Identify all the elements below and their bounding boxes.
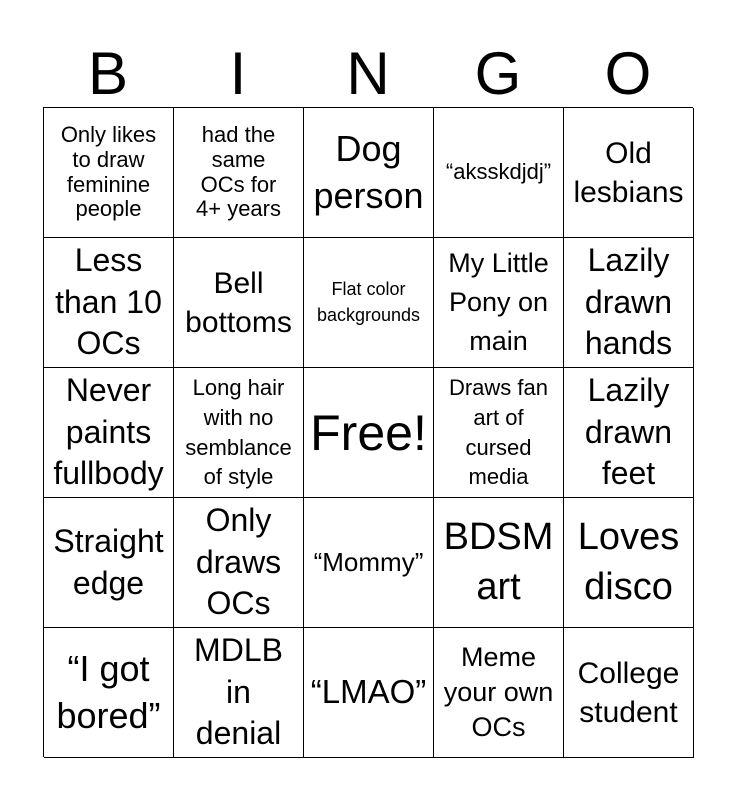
bingo-cell[interactable] xyxy=(44,498,174,628)
bingo-cell[interactable] xyxy=(564,498,694,628)
cell-text: Less than 10 OCs xyxy=(55,242,162,362)
header-letter-b: B xyxy=(87,40,129,107)
bingo-header xyxy=(43,40,693,108)
bingo-cell[interactable] xyxy=(174,368,304,498)
cell-text: Flat color backgrounds xyxy=(316,279,421,325)
bingo-cell[interactable] xyxy=(564,108,694,238)
cell-text: MDLB in denial xyxy=(194,632,283,752)
bingo-cell[interactable] xyxy=(434,238,564,368)
cell-text: Straight edge xyxy=(53,522,164,601)
cell-text: Lazily drawn feet xyxy=(584,372,673,492)
bingo-cell[interactable] xyxy=(434,628,564,758)
bingo-cell[interactable] xyxy=(44,108,174,238)
free-space[interactable] xyxy=(304,368,434,498)
cell-text: Long hair with no semblance of style xyxy=(185,375,292,490)
bingo-cell[interactable] xyxy=(304,628,434,758)
bingo-cell[interactable] xyxy=(174,628,304,758)
cell-text: Bell bottoms xyxy=(185,266,292,339)
cell-text: My Little Pony on main xyxy=(448,247,549,357)
bingo-cell[interactable] xyxy=(434,108,564,238)
bingo-cell[interactable] xyxy=(564,238,694,368)
cell-text: Never paints fullbody xyxy=(53,372,164,492)
bingo-cell[interactable] xyxy=(304,498,434,628)
header-letter-g: G xyxy=(474,40,522,107)
bingo-board xyxy=(43,107,693,757)
cell-text: “LMAO” xyxy=(310,673,427,711)
cell-text: Old lesbians xyxy=(573,136,684,209)
cell-text: Dog person xyxy=(313,127,424,216)
bingo-cell[interactable] xyxy=(174,108,304,238)
bingo-cell[interactable] xyxy=(564,368,694,498)
cell-text: BDSM art xyxy=(443,516,554,608)
bingo-cell[interactable] xyxy=(44,628,174,758)
bingo-cell[interactable] xyxy=(44,368,174,498)
cell-text: Meme your own OCs xyxy=(443,641,554,743)
bingo-cell[interactable] xyxy=(174,498,304,628)
bingo-cell[interactable] xyxy=(44,238,174,368)
cell-text: Loves disco xyxy=(577,516,680,608)
cell-text: had the same OCs for 4+ years xyxy=(196,122,281,222)
bingo-cell[interactable] xyxy=(434,368,564,498)
bingo-cell[interactable] xyxy=(304,238,434,368)
bingo-cell[interactable] xyxy=(174,238,304,368)
cell-text: Only likes to draw feminine people xyxy=(60,122,157,222)
cell-text: Only draws OCs xyxy=(195,502,282,622)
bingo-cell[interactable] xyxy=(564,628,694,758)
cell-text: College student xyxy=(577,656,680,729)
cell-text: “I got bored” xyxy=(56,647,161,736)
cell-text: Lazily drawn hands xyxy=(584,242,673,362)
bingo-cell[interactable] xyxy=(434,498,564,628)
cell-text: “Mommy” xyxy=(313,546,424,577)
header-letter-i: I xyxy=(229,40,247,107)
cell-text: “aksskdjdj” xyxy=(445,159,552,185)
header-letter-o: O xyxy=(604,40,652,107)
free-space-text: Free! xyxy=(310,404,427,461)
header-letter-n: N xyxy=(346,40,390,107)
bingo-cell[interactable] xyxy=(304,108,434,238)
cell-text: Draws fan art of cursed media xyxy=(448,375,549,490)
